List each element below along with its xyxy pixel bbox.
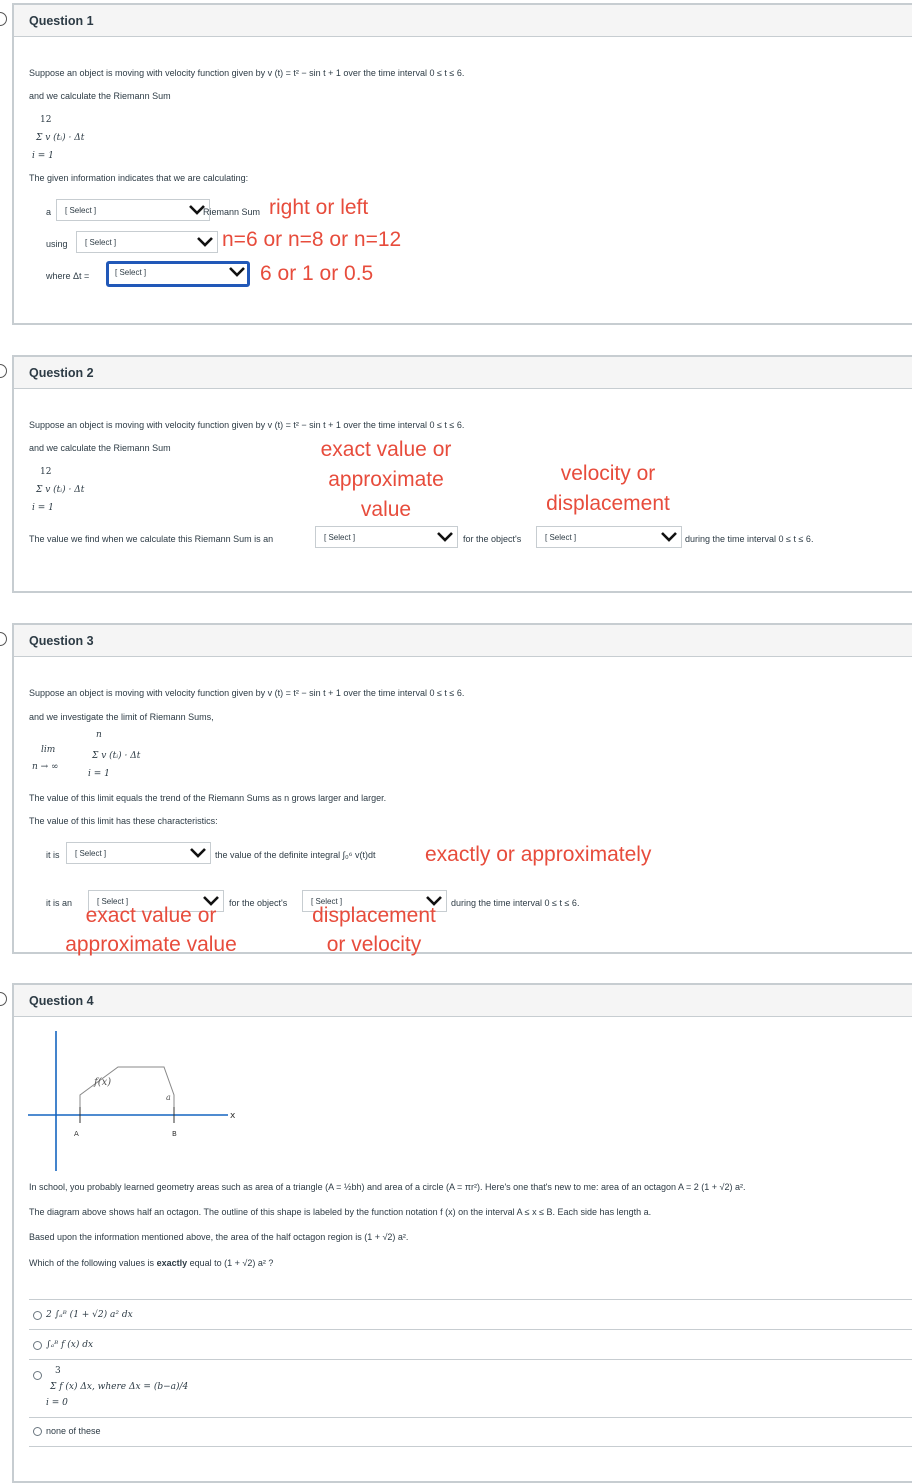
fx-label: f(x): [94, 1077, 112, 1088]
q3-row1-note: exactly or approximately: [425, 843, 652, 866]
q3-row1-prefix: it is: [46, 850, 60, 860]
q1-riemann-type-select[interactable]: [ Select ]: [56, 199, 210, 221]
question-1-card: [12, 3, 912, 325]
q3-value-type-select[interactable]: [ Select ]: [88, 890, 224, 912]
q4-option-3-body: Σ f (x) Δx, where Δx = (b−a)/4: [50, 1382, 189, 1392]
q3-lim-upper: n: [96, 730, 102, 740]
q4-option-3[interactable]: [29, 1359, 912, 1417]
q4-option-2[interactable]: [29, 1329, 912, 1359]
q4-option-4-label: none of these: [46, 1426, 101, 1436]
q3-row2-end: during the time interval 0 ≤ t ≤ 6.: [451, 898, 580, 908]
question-4-title: Question 4: [29, 994, 94, 1008]
q1-row2-note: n=6 or n=8 or n=12: [222, 228, 402, 251]
q1-calc-line: and we calculate the Riemann Sum: [29, 91, 171, 101]
q2-intro: Suppose an object is moving with velocity function given by v (t) = t² − sin t + 1 over the time interval 0 ≤ t ≤ 6.: [29, 420, 465, 430]
q3-intro: Suppose an object is moving with velocity function given by v (t) = t² − sin t + 1 over the time interval 0 ≤ t ≤ 6.: [29, 688, 465, 698]
q1-sum-body: Σ v (tᵢ) · Δt: [36, 133, 85, 143]
q3-row2-mid: for the object's: [229, 898, 288, 908]
chevron-down-icon: [227, 265, 247, 279]
q3-investigate: and we investigate the limit of Riemann Sums,: [29, 712, 214, 722]
question-2-marker: [0, 364, 7, 378]
question-1-title: Question 1: [29, 14, 94, 28]
question-2-card: [12, 355, 912, 593]
q3-lim-word: lim: [41, 745, 56, 755]
question-3-card: [12, 623, 912, 954]
radio-icon[interactable]: [33, 1311, 42, 1320]
q3-exactness-select[interactable]: [ Select ]: [66, 842, 211, 864]
q4-option-1-label: 2 ∫ₐᴮ (1 + √2) a² dx: [46, 1310, 133, 1320]
q2-note-exact-or-approx: exact value or approximate value: [320, 438, 452, 521]
q4-option-2-label: ∫ₐᴮ f (x) dx: [46, 1340, 94, 1350]
point-a-label: A: [74, 1130, 79, 1138]
q2-sum-lower: i = 1: [32, 503, 54, 513]
q3-lim-under: n → ∞: [32, 762, 59, 772]
q1-n-select[interactable]: [ Select ]: [76, 231, 218, 253]
q3-note-exact-or-approx: exact value or approximate value: [65, 904, 237, 956]
q2-sentence-end: during the time interval 0 ≤ t ≤ 6.: [685, 534, 814, 544]
radio-icon[interactable]: [33, 1371, 42, 1380]
q2-note-velocity-or-displacement: velocity or displacement: [546, 462, 670, 515]
question-4-marker: [0, 992, 7, 1006]
q1-intro: Suppose an object is moving with velocity function given by v (t) = t² − sin t + 1 over the time interval 0 ≤ t ≤ 6.: [29, 68, 465, 78]
q4-option-3-upper: 3: [55, 1366, 61, 1376]
q2-quantity-select[interactable]: [ Select ]: [536, 526, 682, 548]
q3-quantity-select[interactable]: [ Select ]: [302, 890, 447, 912]
q4-paragraph-1: In school, you probably learned geometry areas such as area of a triangle (A = ½bh) and area of a circle (A = πr²). Here's one that's new to me: area of an octagon A = 2 (1 + √2) a².: [29, 1182, 746, 1192]
q1-delta-t-select[interactable]: [ Select ]: [106, 261, 250, 287]
question-2-title: Question 2: [29, 366, 94, 380]
q3-trend: The value of this limit equals the trend of the Riemann Sums as n grows larger and larger.: [29, 793, 387, 803]
q2-sum-body: Σ v (tᵢ) · Δt: [36, 485, 85, 495]
q1-given: The given information indicates that we are calculating:: [29, 173, 249, 183]
radio-icon[interactable]: [33, 1341, 42, 1350]
question-3-title: Question 3: [29, 634, 94, 648]
chevron-down-icon: [659, 530, 679, 544]
q2-sentence-start: The value we find when we calculate this Riemann Sum is an: [29, 534, 274, 544]
question-4-header: [14, 985, 912, 1017]
q3-note-displacement-or-velocity: displacement or velocity: [312, 904, 436, 956]
q3-row2-prefix: it is an: [46, 898, 73, 908]
q4-option-4[interactable]: [29, 1417, 912, 1447]
q2-value-type-select[interactable]: [ Select ]: [315, 526, 458, 548]
q3-lim-lower: i = 1: [88, 769, 110, 779]
q2-sum-upper: 12: [40, 467, 52, 477]
chevron-down-icon: [188, 846, 208, 860]
q1-row1-suffix: Riemann Sum: [203, 207, 261, 217]
q1-row3-prefix: where Δt =: [46, 271, 90, 281]
q3-lim-body: Σ v (tᵢ) · Δt: [92, 751, 141, 761]
question-3-marker: [0, 632, 7, 646]
chevron-down-icon: [195, 235, 215, 249]
q4-paragraph-4: Which of the following values is exactly equal to (1 + √2) a² ?: [29, 1258, 274, 1268]
question-2-header: [14, 357, 912, 389]
q1-row1-note: right or left: [269, 196, 369, 219]
q1-row1-prefix: a: [46, 207, 52, 217]
q1-sum-upper: 12: [40, 115, 52, 125]
question-1-marker: [0, 12, 7, 26]
x-axis-label: x: [230, 1111, 236, 1121]
q2-sentence-mid: for the object's: [463, 534, 522, 544]
q3-characteristics: The value of this limit has these characteristics:: [29, 816, 218, 826]
point-b-label: B: [172, 1130, 177, 1138]
question-1-header: [14, 5, 912, 37]
q4-option-1[interactable]: [29, 1299, 912, 1329]
q3-row1-suffix: the value of the definite integral ∫₀⁶ v(t)dt: [215, 850, 376, 860]
question-4-card: [12, 983, 912, 1483]
q1-row3-note: 6 or 1 or 0.5: [260, 262, 374, 285]
half-octagon-outline: [80, 1067, 174, 1115]
q2-calc-line: and we calculate the Riemann Sum: [29, 443, 171, 453]
chevron-down-icon: [435, 530, 455, 544]
radio-icon[interactable]: [33, 1427, 42, 1436]
q1-row2-prefix: using: [46, 239, 68, 249]
side-a-label: a: [166, 1093, 171, 1102]
q4-paragraph-3: Based upon the information mentioned above, the area of the half octagon region is (1 + √2) a².: [29, 1232, 409, 1242]
question-3-header: [14, 625, 912, 657]
q1-sum-lower: i = 1: [32, 151, 54, 161]
q4-paragraph-2: The diagram above shows half an octagon. The outline of this shape is labeled by the function notation f (x) on the interval A ≤ x ≤ B. Each side has length a.: [29, 1207, 652, 1217]
q4-option-3-lower: i = 0: [46, 1398, 68, 1408]
half-octagon-diagram: [24, 1025, 264, 1175]
